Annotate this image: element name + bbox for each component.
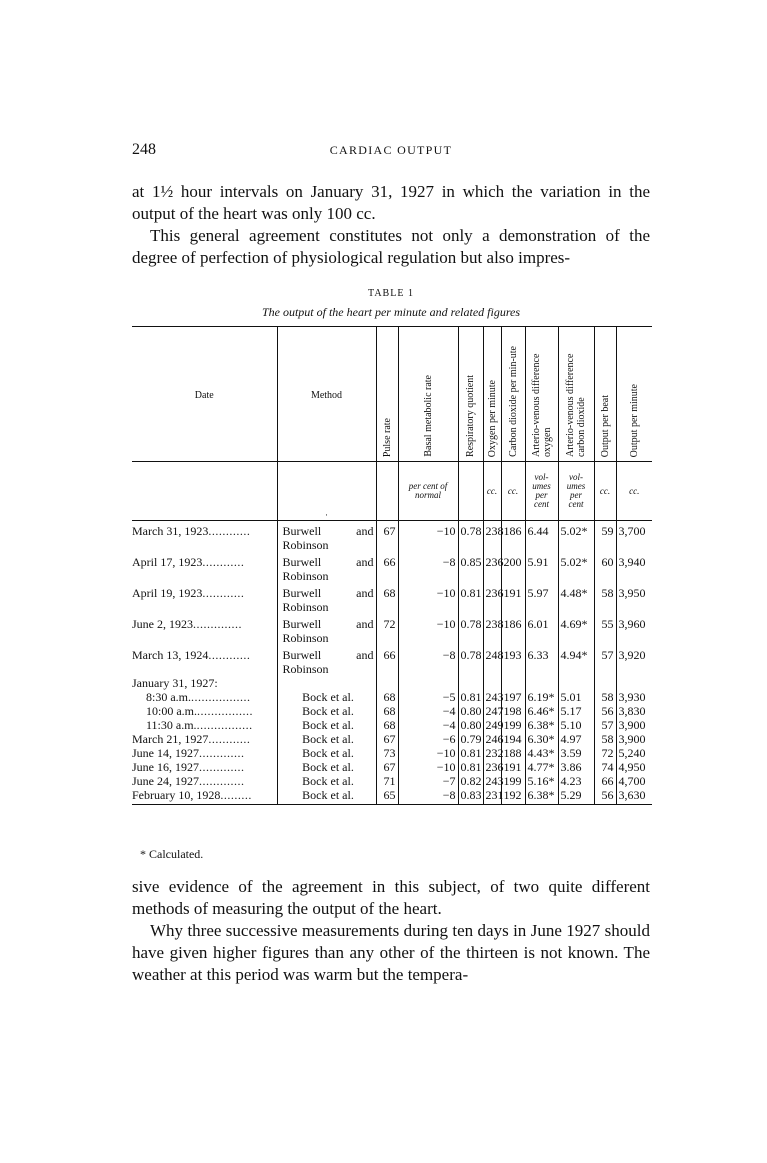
cell-method: Bock et al.	[277, 774, 376, 788]
cell-av-o2: 6.38*	[525, 788, 558, 805]
col-header-pulse: Pulse rate	[376, 327, 398, 462]
cell-beat: 59	[594, 521, 616, 553]
cell-date: March 13, 1924............	[132, 648, 251, 662]
cell-o2: 238	[483, 614, 501, 645]
cell-o2: 236	[483, 583, 501, 614]
cell-bmr: −8	[398, 645, 458, 676]
cell-pulse: 71	[376, 774, 398, 788]
cell-minute: 4,950	[616, 760, 652, 774]
table-row	[132, 676, 652, 690]
cell-av-o2: 6.01	[525, 614, 558, 645]
cell-o2	[483, 676, 501, 690]
cell-minute: 3,830	[616, 704, 652, 718]
cell-method: Burwell and Robinson	[277, 583, 376, 614]
cell-rq: 0.81	[458, 583, 483, 614]
cell-av-co2: 4.97	[558, 732, 594, 746]
cell-pulse: 66	[376, 645, 398, 676]
table-label: TABLE 1	[368, 288, 414, 299]
cell-date: June 2, 1923..............	[132, 617, 242, 631]
cell-date: February 10, 1928.........	[132, 788, 277, 805]
cell-method: Burwell and Robinson	[277, 614, 376, 645]
cell-beat: 56	[594, 704, 616, 718]
cell-rq: 0.80	[458, 718, 483, 732]
cell-av-o2	[525, 676, 558, 690]
col-header-method: Method	[277, 327, 376, 462]
cell-pulse: 67	[376, 732, 398, 746]
cell-minute: 3,930	[616, 690, 652, 704]
cell-minute: 3,700	[616, 521, 652, 553]
cell-co2: 194	[501, 732, 525, 746]
cell-method: Burwell and Robinson	[277, 645, 376, 676]
cell-o2: 243	[483, 774, 501, 788]
col-header-co2: Carbon dioxide per min-ute	[501, 327, 525, 462]
cell-av-o2: 5.91	[525, 552, 558, 583]
cell-o2: 248	[483, 645, 501, 676]
cell-pulse: 68	[376, 583, 398, 614]
cell-date: March 21, 1927............	[132, 732, 251, 746]
cell-co2: 200	[501, 552, 525, 583]
cell-av-co2: 5.17	[558, 704, 594, 718]
cell-rq: 0.85	[458, 552, 483, 583]
cell-bmr: −8	[398, 552, 458, 583]
cell-date: 8:30 a.m..................	[146, 690, 251, 704]
cell-beat: 58	[594, 732, 616, 746]
cell-co2: 192	[501, 788, 525, 805]
cell-av-co2: 5.29	[558, 788, 594, 805]
cell-minute: 3,950	[616, 583, 652, 614]
cell-pulse: 65	[376, 788, 398, 805]
cell-rq: 0.78	[458, 521, 483, 553]
cell-av-o2: 4.77*	[525, 760, 558, 774]
cell-av-o2: 5.16*	[525, 774, 558, 788]
cell-date: 11:30 a.m.................	[146, 718, 253, 732]
cell-o2: 231	[483, 788, 501, 805]
cell-date: June 16, 1927.............	[132, 760, 245, 774]
cell-minute: 3,900	[616, 718, 652, 732]
cell-rq	[458, 676, 483, 690]
table-row	[132, 732, 652, 746]
cell-method: Bock et al.	[277, 704, 376, 718]
cell-rq: 0.79	[458, 732, 483, 746]
cell-av-o2: 6.38*	[525, 718, 558, 732]
cell-o2: 246	[483, 732, 501, 746]
cell-method	[277, 676, 376, 690]
unit-pulse	[376, 462, 398, 521]
table-row	[132, 552, 652, 583]
table-row	[132, 788, 652, 805]
table-row	[132, 746, 652, 760]
cell-pulse: 68	[376, 690, 398, 704]
cell-av-o2: 6.44	[525, 521, 558, 553]
cell-av-co2: 3.59	[558, 746, 594, 760]
page-number: 248	[132, 141, 156, 158]
cell-av-co2: 4.23	[558, 774, 594, 788]
cell-method: Bock et al.	[277, 732, 376, 746]
cell-method: Bock et al.	[277, 788, 376, 805]
unit-co2: cc.	[501, 462, 525, 521]
cell-av-o2: 6.19*	[525, 690, 558, 704]
cell-bmr: −10	[398, 746, 458, 760]
cell-pulse: 72	[376, 614, 398, 645]
cell-av-o2: 6.33	[525, 645, 558, 676]
cell-co2: 188	[501, 746, 525, 760]
table-caption: The output of the heart per minute and related figures	[261, 305, 521, 319]
cell-method: Bock et al.	[277, 746, 376, 760]
cell-o2: 232	[483, 746, 501, 760]
table-row	[132, 774, 652, 788]
cell-av-o2: 4.43*	[525, 746, 558, 760]
cell-o2: 236	[483, 552, 501, 583]
cell-bmr: −7	[398, 774, 458, 788]
col-header-date: Date	[132, 327, 277, 462]
cell-minute: 3,940	[616, 552, 652, 583]
cell-av-o2: 6.46*	[525, 704, 558, 718]
table-row	[132, 645, 652, 676]
unit-rq	[458, 462, 483, 521]
cell-minute: 3,630	[616, 788, 652, 805]
col-header-o2: Oxygen per minute	[483, 327, 501, 462]
cell-beat: 57	[594, 718, 616, 732]
cell-co2: 193	[501, 645, 525, 676]
cell-o2: 238	[483, 521, 501, 553]
cell-av-o2: 6.30*	[525, 732, 558, 746]
cell-beat: 55	[594, 614, 616, 645]
cell-date: June 24, 1927.............	[132, 774, 245, 788]
cell-av-co2: 3.86	[558, 760, 594, 774]
table-row	[132, 704, 652, 718]
cell-av-co2: 5.02*	[558, 521, 594, 553]
cell-bmr: −8	[398, 788, 458, 805]
unit-method: ·	[277, 462, 376, 521]
cell-rq: 0.78	[458, 614, 483, 645]
cell-pulse: 68	[376, 704, 398, 718]
table-row	[132, 690, 652, 704]
cell-co2: 191	[501, 583, 525, 614]
paragraph-4: Why three successive measurements during ten days in June 1927 should have given higher figures than any other of the thirteen is not known. The weather at this period was warm but the tempera-	[132, 921, 650, 984]
cell-av-co2: 4.69*	[558, 614, 594, 645]
col-header-minute: Output per minute	[616, 327, 652, 462]
cell-av-co2: 4.94*	[558, 645, 594, 676]
paragraph-1: at 1½ hour intervals on January 31, 1927 in which the variation in the output of the heart was only 100 cc.	[132, 182, 650, 223]
paragraph-2: This general agreement constitutes not only a demonstration of the degree of perfection of physiological regulation but also impres-	[132, 226, 650, 267]
cell-av-co2: 4.48*	[558, 583, 594, 614]
cell-date: April 17, 1923............	[132, 555, 245, 569]
cell-bmr: −4	[398, 718, 458, 732]
col-header-av-co2: Arterio-venous difference carbon dioxide	[558, 327, 594, 462]
cell-date: March 31, 1923............	[132, 524, 251, 538]
cell-minute: 4,700	[616, 774, 652, 788]
cell-date: 10:00 a.m.................	[146, 704, 253, 718]
cell-pulse: 68	[376, 718, 398, 732]
unit-date	[132, 462, 277, 521]
cell-av-o2: 5.97	[525, 583, 558, 614]
cell-pulse: 73	[376, 746, 398, 760]
cell-minute	[616, 676, 652, 690]
cell-method: Bock et al.	[277, 690, 376, 704]
cell-av-co2: 5.01	[558, 690, 594, 704]
cell-beat	[594, 676, 616, 690]
col-header-rq: Respiratory quotient	[458, 327, 483, 462]
cell-method: Bock et al.	[277, 718, 376, 732]
cell-o2: 247	[483, 704, 501, 718]
cell-beat: 60	[594, 552, 616, 583]
cell-minute: 3,900	[616, 732, 652, 746]
cell-rq: 0.81	[458, 746, 483, 760]
cell-co2	[501, 676, 525, 690]
cell-rq: 0.80	[458, 704, 483, 718]
cell-method: Burwell and Robinson	[277, 552, 376, 583]
cell-rq: 0.81	[458, 760, 483, 774]
cell-pulse: 67	[376, 521, 398, 553]
cell-minute: 3,920	[616, 645, 652, 676]
cell-beat: 58	[594, 690, 616, 704]
cell-co2: 186	[501, 521, 525, 553]
cell-beat: 57	[594, 645, 616, 676]
cell-pulse: 67	[376, 760, 398, 774]
table-row	[132, 583, 652, 614]
cell-bmr	[398, 676, 458, 690]
cell-date: June 14, 1927.............	[132, 746, 245, 760]
cell-o2: 243	[483, 690, 501, 704]
cell-av-co2	[558, 676, 594, 690]
cell-bmr: −10	[398, 614, 458, 645]
cell-method: Burwell and Robinson	[277, 521, 376, 553]
cell-bmr: −6	[398, 732, 458, 746]
cell-bmr: −10	[398, 583, 458, 614]
unit-av-o2: vol-umes per cent	[525, 462, 558, 521]
cell-method: Bock et al.	[277, 760, 376, 774]
cell-rq: 0.83	[458, 788, 483, 805]
cell-date: January 31, 1927:	[132, 676, 218, 690]
cell-beat: 74	[594, 760, 616, 774]
output-table	[132, 326, 652, 805]
cell-co2: 199	[501, 774, 525, 788]
unit-o2: cc.	[483, 462, 501, 521]
unit-bmr: per cent of normal	[398, 462, 458, 521]
cell-o2: 249	[483, 718, 501, 732]
cell-pulse: 66	[376, 552, 398, 583]
cell-beat: 66	[594, 774, 616, 788]
table-footnote: * Calculated.	[140, 847, 204, 861]
paragraph-3: sive evidence of the agreement in this subject, of two quite different methods of measuring the output of the heart.	[132, 877, 650, 918]
cell-co2: 191	[501, 760, 525, 774]
cell-co2: 199	[501, 718, 525, 732]
table-row	[132, 718, 652, 732]
unit-av-co2: vol-umes per cent	[558, 462, 594, 521]
cell-co2: 186	[501, 614, 525, 645]
unit-beat: cc.	[594, 462, 616, 521]
cell-beat: 56	[594, 788, 616, 805]
cell-beat: 58	[594, 583, 616, 614]
table-row	[132, 614, 652, 645]
cell-date: April 19, 1923............	[132, 586, 245, 600]
page-header	[132, 141, 650, 163]
cell-pulse	[376, 676, 398, 690]
unit-minute: cc.	[616, 462, 652, 521]
cell-co2: 198	[501, 704, 525, 718]
cell-bmr: −5	[398, 690, 458, 704]
cell-bmr: −10	[398, 521, 458, 553]
table-row	[132, 760, 652, 774]
col-header-beat: Output per beat	[594, 327, 616, 462]
cell-rq: 0.82	[458, 774, 483, 788]
cell-minute: 3,960	[616, 614, 652, 645]
running-title: CARDIAC OUTPUT	[329, 143, 453, 157]
col-header-bmr: Basal metabolic rate	[398, 327, 458, 462]
cell-av-co2: 5.10	[558, 718, 594, 732]
cell-o2: 236	[483, 760, 501, 774]
cell-bmr: −4	[398, 704, 458, 718]
cell-co2: 197	[501, 690, 525, 704]
table-units-row	[132, 462, 652, 521]
table-body	[132, 521, 652, 805]
cell-rq: 0.81	[458, 690, 483, 704]
cell-rq: 0.78	[458, 645, 483, 676]
col-header-av-o2: Arterio-venous difference oxygen	[525, 327, 558, 462]
table-header-row	[132, 327, 652, 462]
cell-bmr: −10	[398, 760, 458, 774]
cell-minute: 5,240	[616, 746, 652, 760]
cell-beat: 72	[594, 746, 616, 760]
cell-av-co2: 5.02*	[558, 552, 594, 583]
table-row	[132, 521, 652, 553]
